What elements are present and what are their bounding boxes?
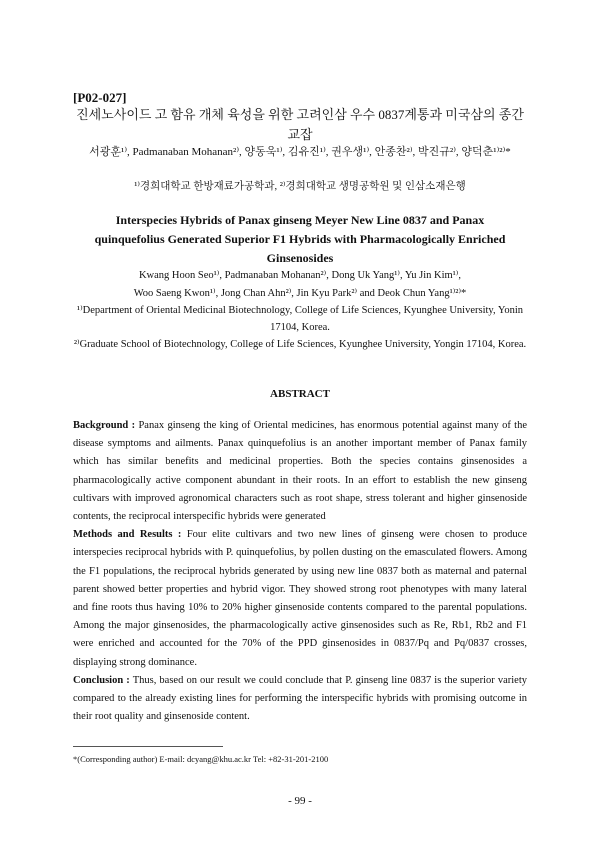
conclusion-text: Thus, based on our result we could conclude that P. ginseng line 0837 is the superior variety compared to the already existing lines for performing the interspecific hybrids with promising outcome in their root quality and ginsenoside content.	[73, 674, 527, 723]
abstract-code: [P02-027]	[73, 90, 127, 105]
corresponding-author-footnote: *(Corresponding author) E-mail: dcyang@khu.ac.kr Tel: +82-31-201-2100	[73, 754, 329, 764]
affiliation-2: ²⁾Graduate School of Biotechnology, College of Life Sciences, Kyunghee University, Yongin 17104, Korea.	[73, 339, 527, 350]
korean-affiliations: ¹⁾경희대학교 한방재료가공학과, ²⁾경희대학교 생명공학원 및 인삼소재은행	[134, 181, 466, 192]
title-line-1: Interspecies Hybrids of Panax ginseng Meyer New Line 0837 and Panax	[115, 213, 485, 227]
page-number: - 99 -	[288, 795, 312, 807]
methods-text: Four elite cultivars and two new lines of ginseng were chosen to produce interspecies reciprocal hybrids with P. quinquefolius, by pollen dusting on the emasculated flowers. Among the F1 populations, the reciprocal hybrids generated by using new line 0837 both as maternal and paternal parent showed better properties and hybrid vigor. They showed strong root phenotypes with many lateral and fine roots thus having 10% to 20% higher ginsenoside contents compared to the parental populations. Among the major ginsenosides, the pharmacologically active ginsenosides such as Re, Rb1, Rb2 and F1 were enriched and accounted for the 70% of the PPD ginsenosides in 0837/Pq and Pq/0837 crosses, displaying strong dominance.	[73, 529, 527, 668]
conclusion-label: Conclusion :	[73, 674, 130, 686]
conclusion-paragraph	[73, 672, 527, 727]
title-line-3: Ginsenosides	[266, 251, 334, 265]
author-list	[73, 267, 527, 303]
abstract-heading: ABSTRACT	[270, 388, 330, 400]
background-paragraph	[73, 417, 527, 526]
authors-line-2: Woo Saeng Kwon¹⁾, Jong Chan Ahn²⁾, Jin Kyu Park²⁾ and Deok Chun Yang¹⁾²⁾*	[133, 288, 467, 299]
abstract-body	[73, 417, 527, 726]
korean-title: 진세노사이드 고 함유 개체 육성을 위한 고려인삼 우수 0837계통과 미국삼의 종간교잡	[76, 107, 524, 142]
korean-authors: 서광훈¹⁾, Padmanaban Mohanan²⁾, 양동욱¹⁾, 김유진¹⁾, 권우생¹⁾, 안종찬²⁾, 박진규²⁾, 양덕춘¹⁾²⁾*	[89, 146, 511, 158]
footnote-divider	[73, 746, 223, 747]
methods-label: Methods and Results :	[73, 529, 182, 541]
methods-paragraph	[73, 526, 527, 672]
background-text: Panax ginseng the king of Oriental medicines, has enormous potential against many of the disease symptoms and ailments. Panax quinquefolius is an another important member of Panax family which has similar benefits and medicinal properties. Both the species contains ginsenosides a pharmacologically active component abundant in their roots. In an effort to establish the new ginseng cultivars with improved agronomical characters such as root shape, stress tolerant and higher ginsenoside contents, the reciprocal interspecific hybrids were generated	[73, 420, 527, 523]
background-label: Background :	[73, 420, 136, 431]
affiliation-1: ¹⁾Department of Oriental Medicinal Biotechnology, College of Life Sciences, Kyunghee University, Yonin 17104, Korea.	[76, 305, 524, 333]
title-line-2: quinquefolius Generated Superior F1 Hybrids with Pharmacologically Enriched	[94, 232, 506, 246]
authors-line-1: Kwang Hoon Seo¹⁾, Padmanaban Mohanan²⁾, Dong Uk Yang¹⁾, Yu Jin Kim¹⁾,	[138, 270, 462, 281]
paper-title	[73, 211, 527, 268]
